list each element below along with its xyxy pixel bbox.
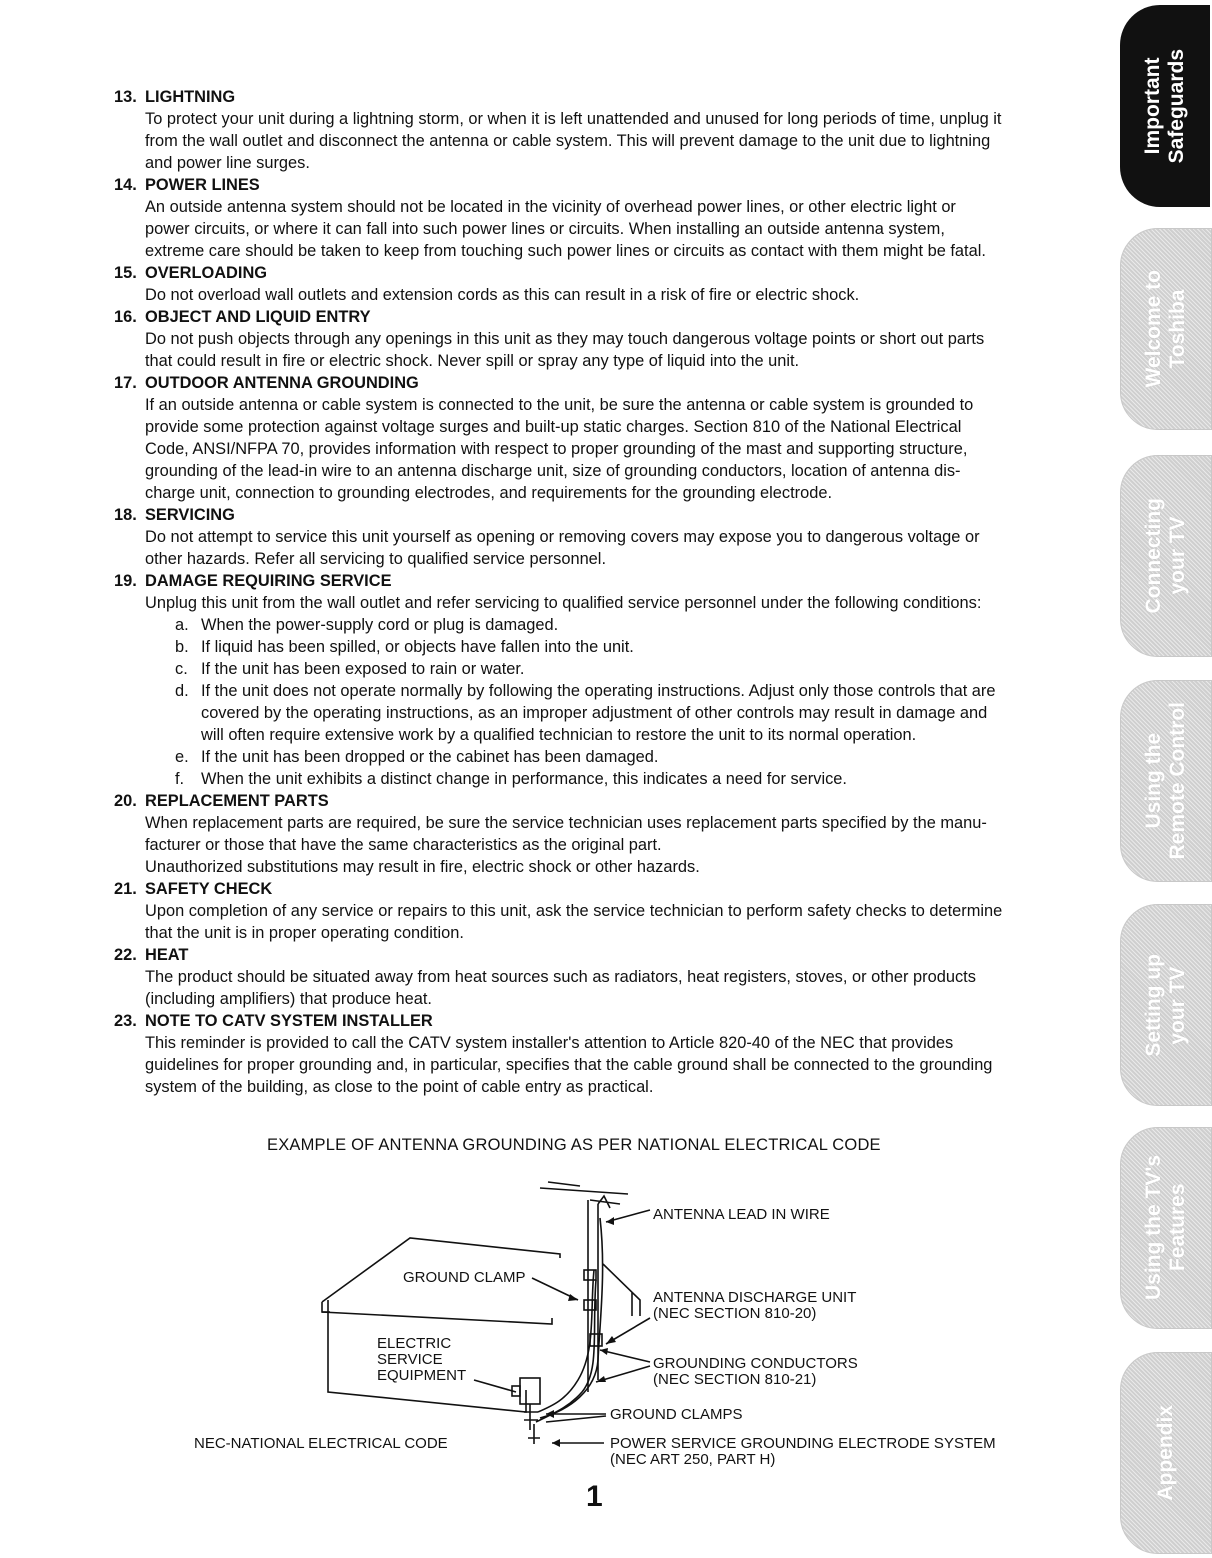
section-heading: 16. OBJECT AND LIQUID ENTRY bbox=[114, 308, 371, 326]
label-electric-3: EQUIPMENT bbox=[377, 1367, 467, 1384]
tab-label: Connecting your TV bbox=[1142, 498, 1189, 614]
section-body: An outside antenna system should not be located in the vicinity of overhead power lines, or other electric light or power circuits, or where it can fall into such power lines or circuits. When installing an outside antenna system, extreme care should be taken to keep from touching such power lines or circuits as contact with them might be fatal. bbox=[145, 198, 986, 260]
section-heading: 15. OVERLOADING bbox=[114, 264, 268, 282]
tab-important-safeguards[interactable] bbox=[1120, 5, 1210, 207]
list-item: a. When the power-supply cord or plug is damaged. bbox=[175, 616, 559, 634]
label-discharge-1: ANTENNA DISCHARGE UNIT bbox=[653, 1289, 857, 1306]
tab-connecting-your-tv[interactable] bbox=[1120, 455, 1212, 657]
lead-in-wire bbox=[540, 1218, 603, 1418]
section-16 bbox=[114, 306, 1094, 372]
section-body: The product should be situated away from heat sources such as radiators, heat registers, stoves, or other products (including amplifiers) that produce heat. bbox=[145, 968, 976, 1008]
section-heading: 21. SAFETY CHECK bbox=[114, 880, 273, 898]
section-heading: 22. HEAT bbox=[114, 946, 189, 964]
list-item: c. If the unit has been exposed to rain or water. bbox=[175, 660, 525, 678]
section-heading: 20. REPLACEMENT PARTS bbox=[114, 792, 329, 810]
section-body: Unplug this unit from the wall outlet and refer servicing to qualified service personnel under the following conditions: bbox=[145, 594, 982, 612]
section-23 bbox=[114, 1010, 1094, 1098]
label-discharge-2: (NEC SECTION 810-20) bbox=[653, 1305, 817, 1322]
label-electric-2: SERVICE bbox=[377, 1351, 443, 1368]
tab-label: Setting up your TV bbox=[1142, 953, 1189, 1057]
label-electrode-2: (NEC ART 250, PART H) bbox=[610, 1451, 776, 1468]
label-conductors-2: (NEC SECTION 810-21) bbox=[653, 1371, 817, 1388]
list-item: e. If the unit has been dropped or the cabinet has been damaged. bbox=[175, 748, 659, 766]
tab-using-the-remote-control[interactable] bbox=[1120, 680, 1212, 882]
section-22 bbox=[114, 944, 1094, 1010]
diagram-title: EXAMPLE OF ANTENNA GROUNDING AS PER NATIONAL ELECTRICAL CODE bbox=[267, 1136, 881, 1154]
section-15 bbox=[114, 262, 1094, 306]
section-13 bbox=[114, 86, 1094, 174]
section-18 bbox=[114, 504, 1094, 570]
section-body: If an outside antenna or cable system is connected to the unit, be sure the antenna or cable system is grounded to provide some protection against voltage surges and built-up static charges. Section 810 of the National Electrical Code, ANSI/NFPA 70, provides information with respect to proper grounding of the mast and supporting structure, grounding of the lead-in wire to an antenna discharge unit, size of grounding conductors, location of antenna dis- charge unit, connection to grounding electrodes, and requirements for the grounding electrode. bbox=[145, 396, 974, 502]
section-heading: 14. POWER LINES bbox=[114, 176, 260, 194]
pointer-electric bbox=[474, 1380, 516, 1392]
tab-label: Appendix bbox=[1154, 1405, 1177, 1501]
section-body: Upon completion of any service or repairs to this unit, ask the service technician to perform safety checks to determine that the unit is in proper operating condition. bbox=[145, 902, 1003, 942]
tab-label: Welcome to Toshiba bbox=[1142, 270, 1189, 388]
section-body: Do not push objects through any openings in this unit as they may touch dangerous voltage points or short out parts that could result in fire or electric shock. Never spill or spray any type of liquid into the unit. bbox=[145, 330, 985, 370]
section-heading: 19. DAMAGE REQUIRING SERVICE bbox=[114, 572, 392, 590]
section-21 bbox=[114, 878, 1094, 944]
label-nec: NEC-NATIONAL ELECTRICAL CODE bbox=[194, 1435, 448, 1452]
tab-label: Using the TV's Features bbox=[1142, 1155, 1189, 1301]
label-ground-clamps: GROUND CLAMPS bbox=[610, 1406, 743, 1423]
list-item: f. When the unit exhibits a distinct change in performance, this indicates a need for service. bbox=[175, 770, 847, 788]
section-heading: 13. LIGHTNING bbox=[114, 88, 236, 106]
tab-label: Using the Remote Control bbox=[1142, 702, 1189, 860]
section-body: Do not overload wall outlets and extension cords as this can result in a risk of fire or electric shock. bbox=[145, 286, 860, 304]
antenna-grounding-diagram bbox=[0, 1160, 1100, 1480]
tab-appendix[interactable] bbox=[1120, 1352, 1212, 1554]
page-number: 1 bbox=[586, 1480, 603, 1513]
arrowhead bbox=[606, 1336, 616, 1344]
tab-setting-up-your-tv[interactable] bbox=[1120, 904, 1212, 1106]
section-20 bbox=[114, 790, 1094, 878]
section-heading: 17. OUTDOOR ANTENNA GROUNDING bbox=[114, 374, 419, 392]
arrowhead bbox=[600, 1348, 608, 1355]
pointer-conductors-1 bbox=[600, 1350, 650, 1362]
section-17 bbox=[114, 372, 1094, 504]
list-item: d. If the unit does not operate normally by following the operating instructions. Adjust only those controls that are covered by the operating instructions, as an improper adjustment of other controls may result in damage and will often require extensive work by a qualified technician to restore the unit to its normal operation. bbox=[175, 682, 996, 744]
section-heading: 23. NOTE TO CATV SYSTEM INSTALLER bbox=[114, 1012, 433, 1030]
electric-service-box bbox=[520, 1378, 540, 1404]
tab-label: Important Safeguards bbox=[1141, 48, 1188, 164]
pointer-ground-clamps-2 bbox=[546, 1416, 606, 1422]
section-tabs bbox=[1120, 0, 1212, 1558]
section-body: When replacement parts are required, be sure the service technician uses replacement parts specified by the manu- facturer or those that have the same characteristics as the original part. Unauthorized substitutions may result in fire, electric shock or other hazards. bbox=[145, 814, 987, 876]
section-19 bbox=[114, 570, 1094, 790]
section-heading: 18. SERVICING bbox=[114, 506, 235, 524]
section-body: To protect your unit during a lightning storm, or when it is left unattended and unused for long periods of time, unplug it from the wall outlet and disconnect the antenna or cable system. This will prevent damage to the unit due to lightning and power line surges. bbox=[145, 110, 1002, 172]
tab-welcome-to-toshiba[interactable] bbox=[1120, 228, 1212, 430]
section-14 bbox=[114, 174, 1094, 262]
label-electrode-1: POWER SERVICE GROUNDING ELECTRODE SYSTEM bbox=[610, 1435, 996, 1452]
label-conductors-1: GROUNDING CONDUCTORS bbox=[653, 1355, 858, 1372]
label-ground-clamp: GROUND CLAMP bbox=[403, 1269, 526, 1286]
arrowhead bbox=[552, 1439, 560, 1447]
section-body: This reminder is provided to call the CATV system installer's attention to Article 820-40 of the NEC that provides guidelines for proper grounding and, in particular, specifies that the cable ground shall be connected to the grounding system of the building, as close to the point of cable entry as practical. bbox=[145, 1034, 993, 1096]
grounding-conductor-2 bbox=[536, 1280, 596, 1422]
antenna-crossbar bbox=[540, 1182, 628, 1208]
label-antenna-lead: ANTENNA LEAD IN WIRE bbox=[653, 1206, 830, 1223]
condition-list bbox=[171, 614, 1094, 790]
section-body: Do not attempt to service this unit yourself as opening or removing covers may expose you to dangerous voltage or other hazards. Refer all servicing to qualified service personnel. bbox=[145, 528, 980, 568]
label-electric-1: ELECTRIC bbox=[377, 1335, 452, 1352]
roof-right-slope bbox=[603, 1264, 640, 1316]
tab-using-the-tvs-features[interactable] bbox=[1120, 1127, 1212, 1329]
list-item: b. If liquid has been spilled, or objects have fallen into the unit. bbox=[175, 638, 634, 656]
safeguards-list bbox=[114, 86, 1094, 1098]
